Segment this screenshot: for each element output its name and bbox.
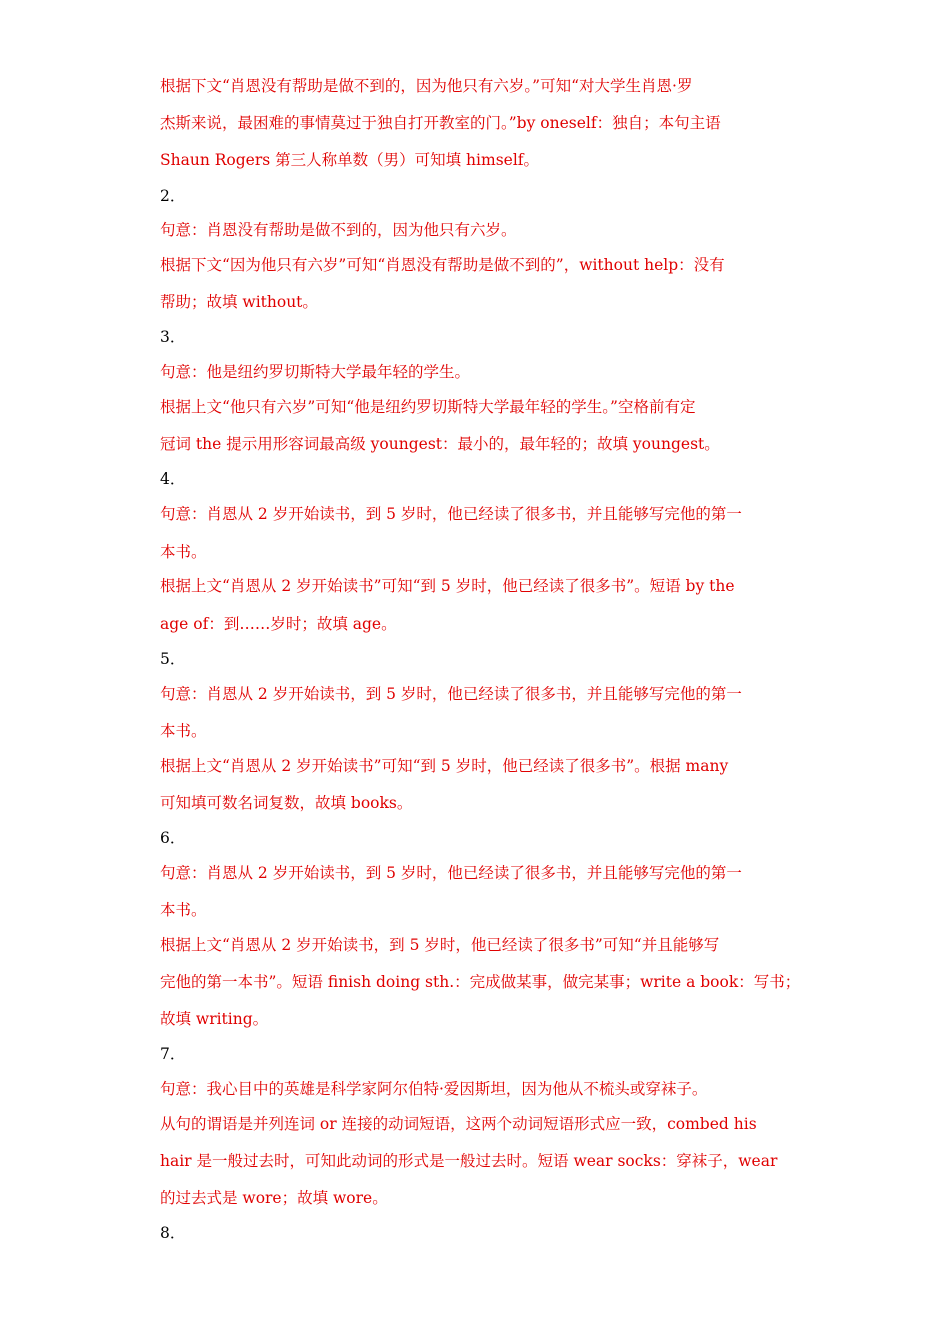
text-line: 本书。 [160,543,207,561]
text-line: 根据下文“肖恩没有帮助是做不到的，因为他只有六岁。”可知“对大学生肖恩·罗 [160,77,693,95]
text-line: 根据下文“因为他只有六岁”可知“肖恩没有帮助是做不到的”，without help：没有 [160,256,725,274]
text-line: 根据上文“肖恩从 2 岁开始读书，到 5 岁时，他已经读了很多书”可知“并且能够写 [160,936,720,954]
text-line: 句意：我心目中的英雄是科学家阿尔伯特·爱因斯坦，因为他从不梳头或穿袜子。 [160,1080,708,1098]
text-line: 根据上文“肖恩从 2 岁开始读书”可知“到 5 岁时，他已经读了很多书”。根据 many [160,757,729,775]
text-line: 的过去式是 wore；故填 wore。 [160,1189,388,1207]
text-line: Shaun Rogers 第三人称单数（男）可知填 himself。 [160,151,540,169]
text-line: 根据上文“他只有六岁”可知“他是纽约罗切斯特大学最年轻的学生。”空格前有定 [160,398,696,416]
text-line: 句意：肖恩没有帮助是做不到的，因为他只有六岁。 [160,221,517,239]
text-line: 根据上文“肖恩从 2 岁开始读书”可知“到 5 岁时，他已经读了很多书”。短语 by the [160,577,735,595]
text-line: 杰斯来说，最困难的事情莫过于独自打开教室的门。”by oneself：独自；本句主语 [160,114,721,132]
question-number: 7． [160,1045,186,1063]
question-number: 2． [160,187,186,205]
text-line: 可知填可数名词复数，故填 books。 [160,794,413,812]
text-line: age of：到……岁时；故填 age。 [160,615,397,633]
text-line: 冠词 the 提示用形容词最高级 youngest：最小的，最年轻的；故填 youngest。 [160,435,720,453]
text-line: 帮助；故填 without。 [160,293,318,311]
question-number: 5． [160,650,186,668]
text-line: 本书。 [160,901,207,919]
text-line: 句意：他是纽约罗切斯特大学最年轻的学生。 [160,363,471,381]
text-line: 句意：肖恩从 2 岁开始读书，到 5 岁时，他已经读了很多书，并且能够写完他的第一 [160,864,742,882]
text-line: 句意：肖恩从 2 岁开始读书，到 5 岁时，他已经读了很多书，并且能够写完他的第一 [160,685,742,703]
text-line: 本书。 [160,722,207,740]
question-number: 6． [160,829,186,847]
question-number: 3． [160,328,186,346]
text-line: 故填 writing。 [160,1010,269,1028]
text-line: 从句的谓语是并列连词 or 连接的动词短语，这两个动词短语形式应一致，combed his [160,1115,757,1133]
text-line: hair 是一般过去时，可知此动词的形式是一般过去时。短语 wear socks：穿袜子，wear [160,1152,778,1170]
text-line: 完他的第一本书”。短语 finish doing sth.：完成做某事，做完某事；write a book：写书； [160,973,801,991]
question-number: 8． [160,1224,186,1242]
question-number: 4． [160,470,186,488]
text-line: 句意：肖恩从 2 岁开始读书，到 5 岁时，他已经读了很多书，并且能够写完他的第一 [160,505,742,523]
